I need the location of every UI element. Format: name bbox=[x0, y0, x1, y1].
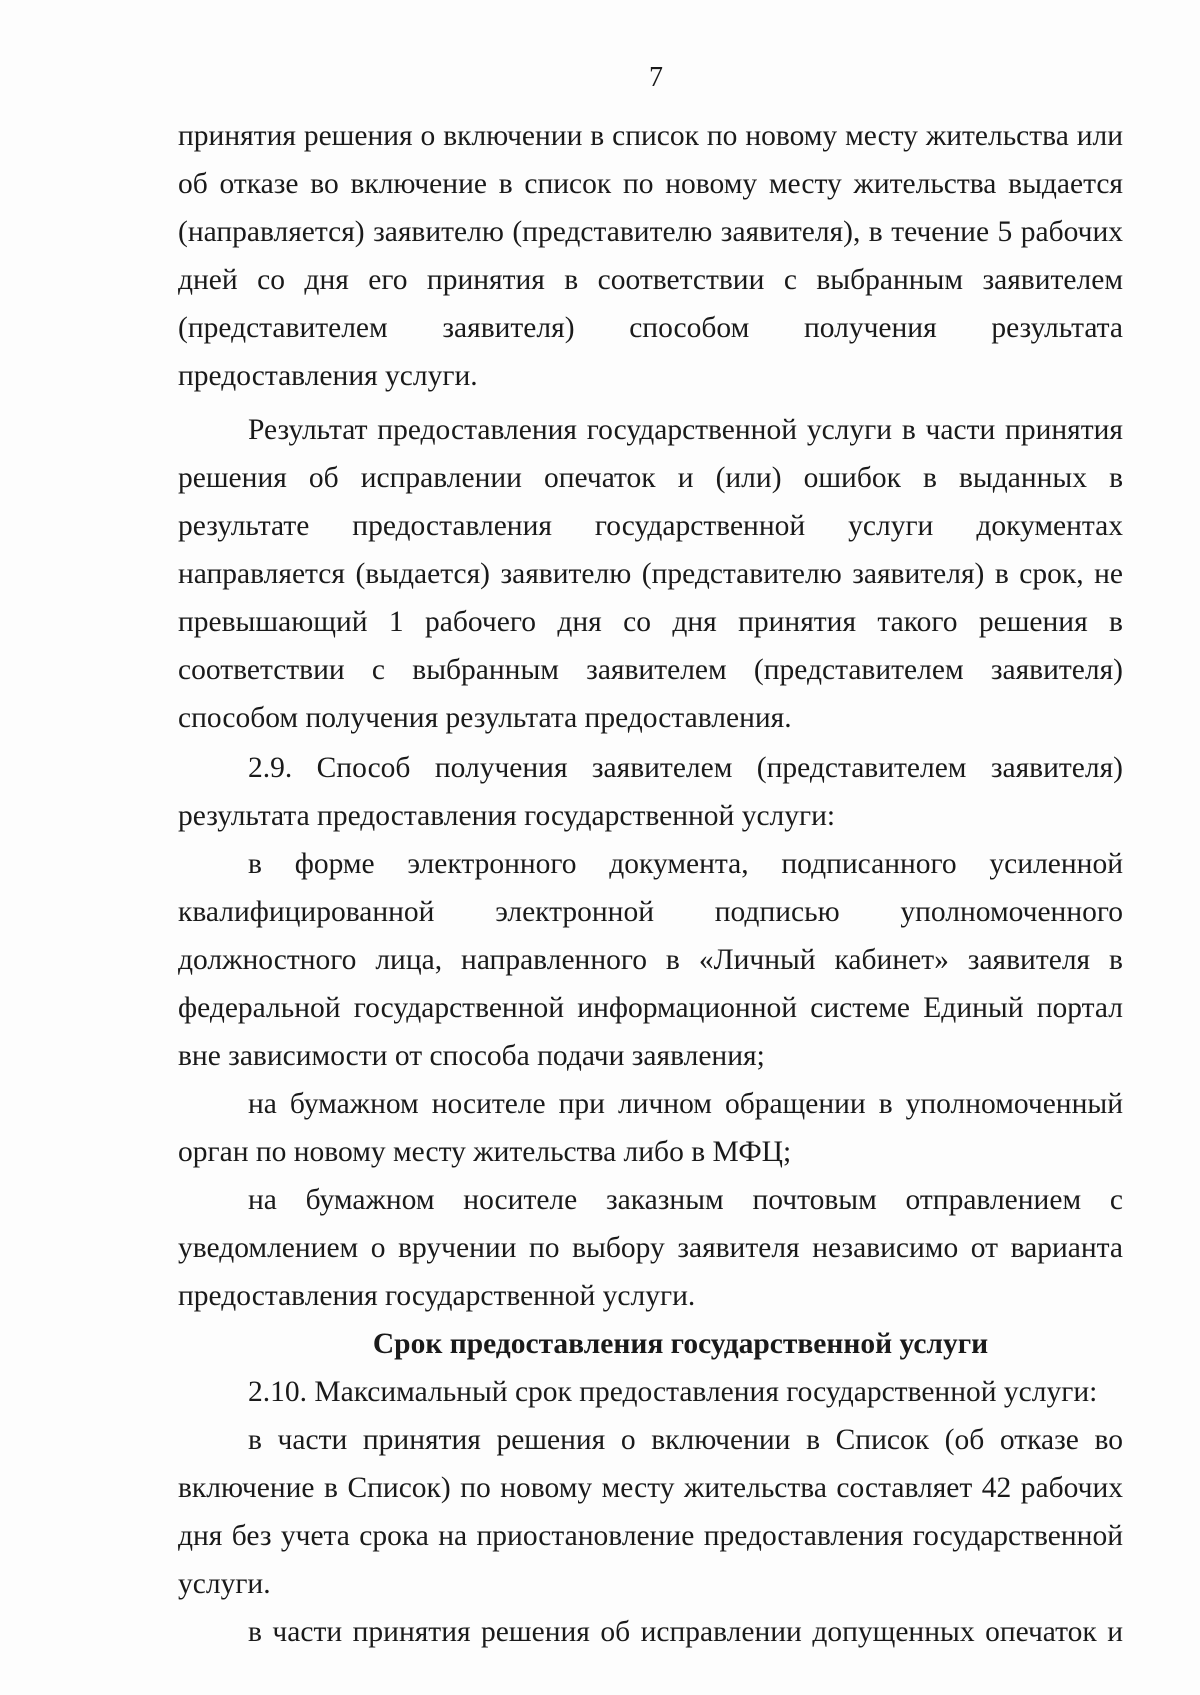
paragraph-corrections-term: в части принятия решения об исправлении допущенных опечаток и bbox=[248, 1616, 1123, 1648]
section-heading: Срок предоставления государственной услуги bbox=[372, 1328, 989, 1360]
paragraph-2-9: 2.9. Способ получения заявителем (представителем заявителя) результата предоставления государственной услуги: bbox=[178, 752, 1123, 832]
paragraph-paper-by-mail: на бумажном носителе заказным почтовым отправлением с уведомлением о вручении по выбору заявителя независимо от варианта предоставления государственной услуги. bbox=[178, 1184, 1123, 1312]
paragraph-electronic-form: в форме электронного документа, подписанного усиленной квалифицированной электронной подписью уполномоченного должностного лица, направленного в «Личный кабинет» заявителя в федеральной государственной информационной системе Единый портал вне зависимости от способа подачи заявления; bbox=[178, 848, 1123, 1072]
page-number: 7 bbox=[649, 62, 663, 93]
paragraph-inclusion-term: в части принятия решения о включении в Список (об отказе во включение в Список) по новому месту жительства составляет 42 рабочих дня без учета срока на приостановление предоставления государственной услуги. bbox=[178, 1424, 1123, 1600]
document-body bbox=[178, 112, 1123, 1656]
paragraph-continuation: принятия решения о включении в список по новому месту жительства или об отказе во включение в список по новому месту жительства выдается (направляется) заявителю (представителю заявителя), в течение 5 рабочих дней со дня его принятия в соответствии с выбранным заявителем (представителем заявителя) способом получения результата предоставления услуги. bbox=[178, 120, 1123, 392]
paragraph-result-corrections: Результат предоставления государственной услуги в части принятия решения об исправлении опечаток и (или) ошибок в выданных в результате предоставления государственной услуги документах направляется (выдается) заявителю (представителю заявителя) в срок, не превышающий 1 рабочего дня со дня принятия такого решения в соответствии с выбранным заявителем (представителем заявителя) способом получения результата предоставления. bbox=[178, 414, 1123, 734]
paragraph-2-10: 2.10. Максимальный срок предоставления государственной услуги: bbox=[248, 1376, 1098, 1408]
paragraph-paper-in-person: на бумажном носителе при личном обращении в уполномоченный орган по новому месту жительства либо в МФЦ; bbox=[178, 1088, 1123, 1168]
